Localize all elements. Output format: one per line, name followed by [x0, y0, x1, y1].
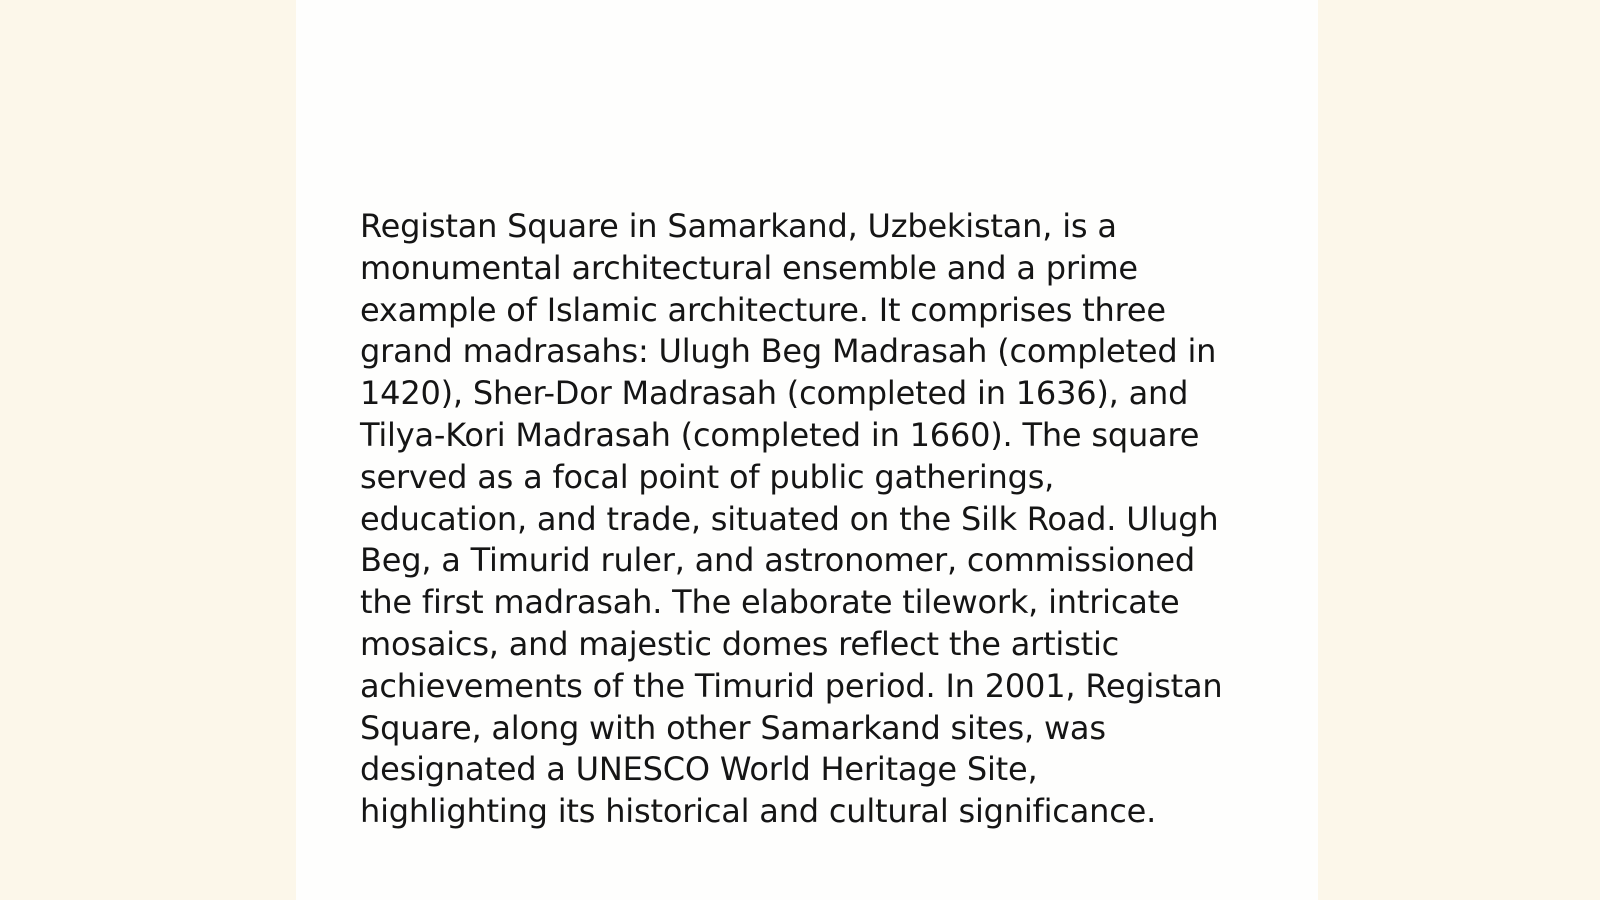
paragraph-line-2: monumental architectural ensemble and a prime: [360, 248, 1138, 287]
document-page: [296, 0, 1318, 900]
paragraph-line-13: Square, along with other Samarkand sites, was: [360, 708, 1106, 747]
paragraph-line-15: highlighting its historical and cultural significance.: [360, 792, 1157, 831]
paragraph-line-12: achievements of the Timurid period. In 2001, Registan: [360, 666, 1223, 705]
paragraph-line-8: education, and trade, situated on the Silk Road. Ulugh: [360, 499, 1219, 538]
paragraph-line-3: example of Islamic architecture. It comprises three: [360, 290, 1166, 329]
paragraph-line-1: Registan Square in Samarkand, Uzbekistan, is a: [360, 207, 1117, 245]
paragraph-line-7: served as a focal point of public gatherings,: [360, 457, 1055, 496]
body-paragraph: [360, 206, 1260, 833]
paragraph-line-9: Beg, a Timurid ruler, and astronomer, commissioned: [360, 541, 1195, 580]
paragraph-line-6: Tilya-Kori Madrasah (completed in 1660). The square: [360, 415, 1200, 454]
paragraph-line-5: 1420), Sher-Dor Madrasah (completed in 1636), and: [360, 374, 1189, 413]
paragraph-line-10: the first madrasah. The elaborate tilework, intricate: [360, 583, 1180, 622]
paragraph-line-11: mosaics, and majestic domes reflect the artistic: [360, 624, 1120, 663]
paragraph-line-4: grand madrasahs: Ulugh Beg Madrasah (completed in: [360, 332, 1217, 371]
paragraph-line-14: designated a UNESCO World Heritage Site,: [360, 750, 1038, 789]
